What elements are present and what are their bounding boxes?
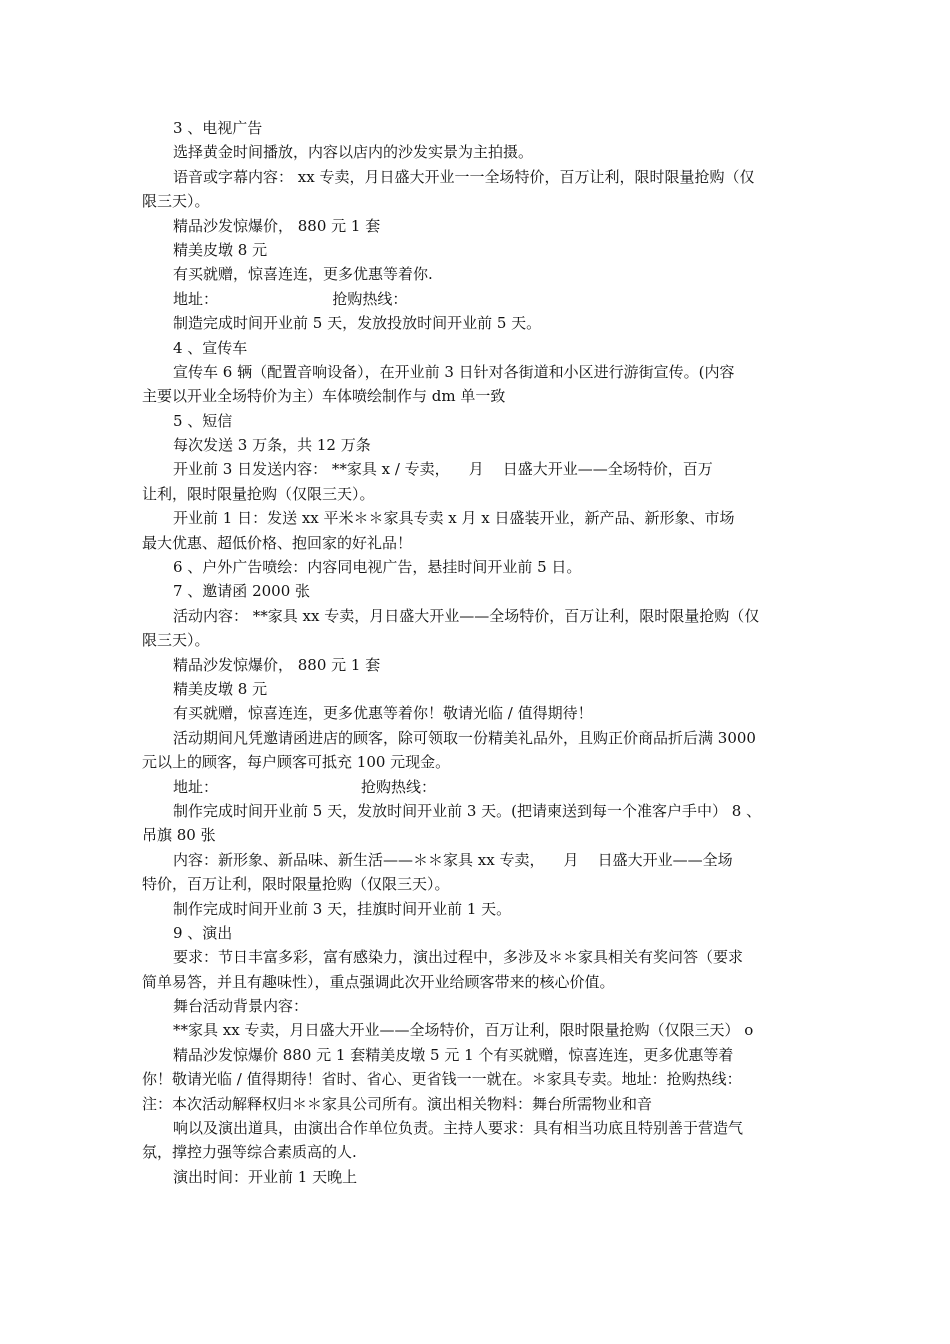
text-line: 让利，限时限量抢购（仅限三天）。 [142, 484, 375, 503]
text-line: 限三天）。 [142, 631, 210, 650]
text-line: 氛，撑控力强等综合素质高的人. [142, 1143, 357, 1162]
text-line: 9 、演出 [173, 923, 233, 942]
text-line: 5 、短信 [173, 411, 233, 430]
text-line: 4 、宣传车 [173, 338, 248, 357]
text-line: 内容：新形象、新品味、新生活——＊＊家具 xx 专卖， 月 日盛大开业——全场 [173, 850, 733, 869]
text-line: 要求：节日丰富多彩，富有感染力，演出过程中，多涉及＊＊家具相关有奖问答（要求 [173, 948, 744, 967]
text-line: 开业前 3 日发送内容： **家具 x / 专卖， 月 日盛大开业——全场特价，百万 [173, 460, 713, 479]
text-line: 精美皮墩 8 元 [173, 679, 268, 698]
text-line: 最大优惠、超低价格、抱回家的好礼品！ [142, 533, 413, 552]
text-line: 元以上的顾客，每户顾客可抵充 100 元现金。 [142, 753, 451, 772]
text-line: 吊旗 80 张 [142, 826, 216, 845]
text-line: 活动期间凡凭邀请函进店的顾客，除可领取一份精美礼品外，且购正价商品折后满 3000 [173, 728, 756, 747]
text-line: 制作完成时间开业前 5 天，发放时间开业前 3 天。(把请柬送到每一个准客户手中） 8 、 [173, 801, 762, 820]
text-line: 地址： 抢购热线： [173, 289, 408, 308]
text-line: 主要以开业全场特价为主）车体喷绘制作与 dm 单一致 [142, 387, 506, 406]
text-line: 选择黄金时间播放，内容以店内的沙发实景为主拍摄。 [173, 143, 534, 162]
text-line: 限三天）。 [142, 192, 210, 211]
text-line: 精品沙发惊爆价 880 元 1 套精美皮墩 5 元 1 个有买就赠，惊喜连连，更多优惠等着 [173, 1045, 734, 1064]
text-line: 每次发送 3 万条，共 12 万条 [173, 436, 371, 455]
text-line: 3 、电视广告 [173, 119, 263, 137]
text-line: 精美皮墩 8 元 [173, 240, 268, 259]
text-line: 有买就赠，惊喜连连，更多优惠等着你. [173, 265, 433, 284]
text-line: 你！敬请光临 / 值得期待！省时、省心、更省钱一一就在。＊家具专卖。地址：抢购热线： [142, 1070, 742, 1089]
text-line: 舞台活动背景内容： [173, 997, 309, 1016]
text-line: 简单易答，并且有趣味性），重点强调此次开业给顾客带来的核心价值。 [142, 972, 615, 991]
text-line: 有买就赠，惊喜连连，更多优惠等着你！敬请光临 / 值得期待！ [173, 704, 593, 723]
text-line: 精品沙发惊爆价， 880 元 1 套 [173, 655, 381, 674]
text-line: 演出时间：开业前 1 天晚上 [173, 1167, 358, 1186]
text-line: 制作完成时间开业前 3 天，挂旗时间开业前 1 天。 [173, 899, 512, 918]
text-line: 宣传车 6 辆（配置音响设备），在开业前 3 日针对各街道和小区进行游街宣传。(内容 [173, 362, 735, 381]
document-body [142, 116, 822, 1189]
text-line: 地址： 抢购热线： [173, 777, 437, 796]
text-line: 开业前 1 日：发送 xx 平米＊＊家具专卖 x 月 x 日盛装开业，新产品、新形象、市场 [173, 509, 735, 528]
text-line: 注：本次活动解释权归＊＊家具公司所有。演出相关物料：舞台所需物业和音 [142, 1094, 653, 1113]
text-line: 制造完成时间开业前 5 天，发放投放时间开业前 5 天。 [173, 314, 542, 333]
text-line: 6 、户外广告喷绘：内容同电视广告，悬挂时间开业前 5 日。 [173, 558, 582, 577]
text-line: 7 、邀请函 2000 张 [173, 582, 311, 601]
text-line: 特价，百万让利，限时限量抢购（仅限三天）。 [142, 875, 450, 894]
text-line: 精品沙发惊爆价， 880 元 1 套 [173, 216, 381, 235]
text-line: **家具 xx 专卖，月日盛大开业——全场特价，百万让利，限时限量抢购（仅限三天） o [173, 1021, 754, 1040]
text-line: 语音或字幕内容： xx 专卖，月日盛大开业一一全场特价，百万让利，限时限量抢购（仅 [173, 167, 755, 186]
text-line: 响以及演出道具，由演出合作单位负责。主持人要求：具有相当功底且特别善于营造气 [173, 1119, 744, 1138]
text-line: 活动内容： **家具 xx 专卖，月日盛大开业——全场特价，百万让利，限时限量抢购（仅 [173, 606, 760, 625]
